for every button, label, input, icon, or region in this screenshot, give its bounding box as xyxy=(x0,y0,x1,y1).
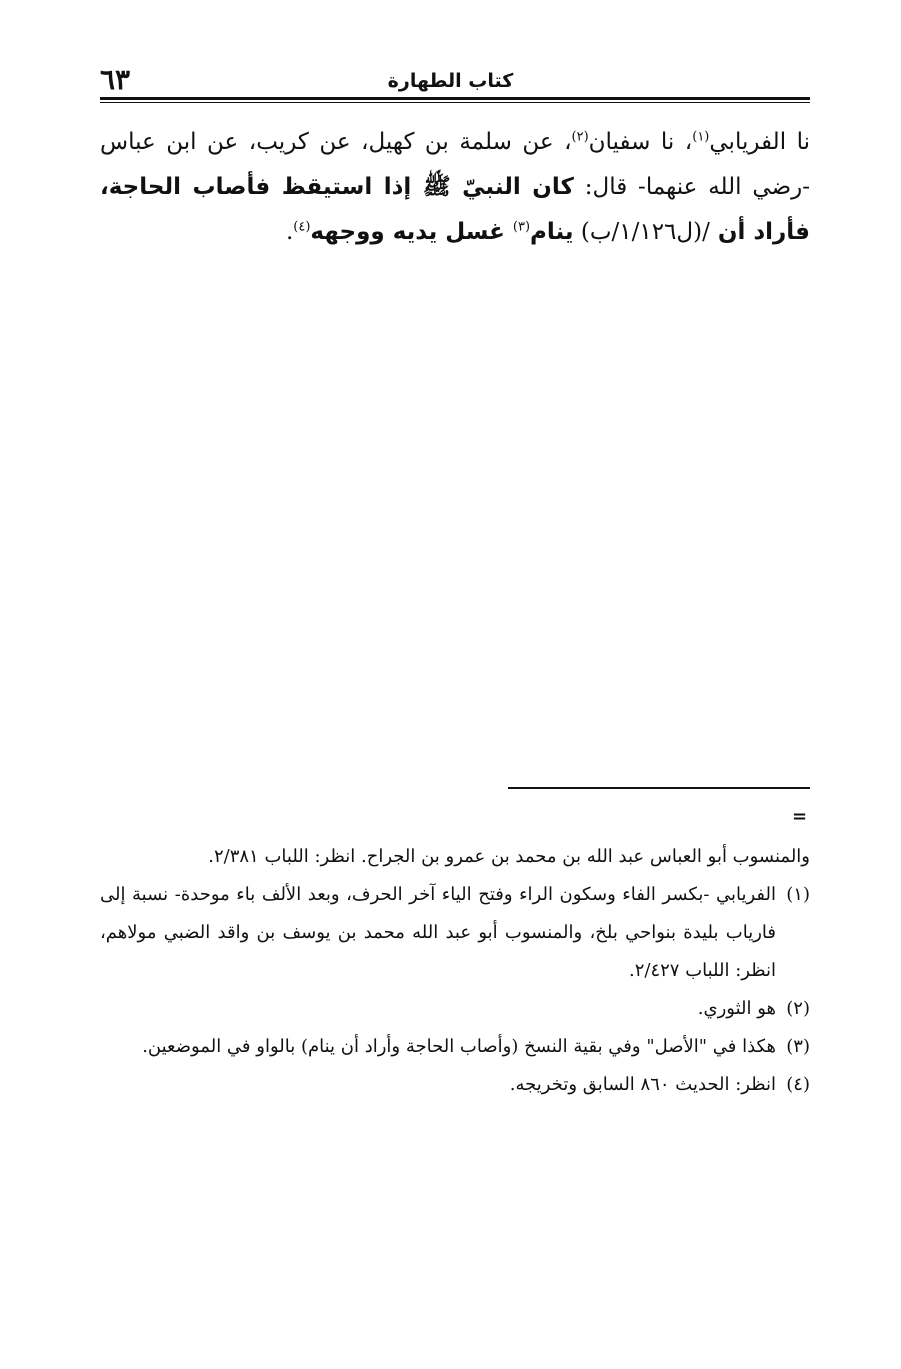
footnote-number: (٢) xyxy=(786,998,810,1019)
hadith-matn: كان النبيّ ﷺ إذا استيقظ فأصاب الحاجة، فأراد أن xyxy=(100,174,810,245)
footnote-text: انظر: الحديث ٨٦٠ السابق وتخريجه. xyxy=(509,1074,776,1095)
footnote-text: هو الثوري. xyxy=(697,998,776,1019)
narration-text: ، عن سلمة بن كهيل، عن كريب، عن ابن عباس -رضي الله عنهما- قال: xyxy=(100,129,810,200)
footnote-rule xyxy=(508,787,810,789)
footnote-item xyxy=(100,876,810,990)
hadith-matn: غسل يديه ووجهه xyxy=(310,219,513,245)
hadith-text xyxy=(100,120,810,255)
footnote-ref-1[interactable]: (١) xyxy=(692,129,710,145)
continuation-mark: = xyxy=(792,806,808,827)
running-title: كتاب الطهارة xyxy=(387,70,514,92)
manuscript-folio-mark: /(ل١/١٢٦/ب) xyxy=(573,219,710,245)
footnote-continuation: والمنسوب أبو العباس عبد الله بن محمد بن عمرو بن الجراح. انظر: اللباب ٢/٣٨١. xyxy=(208,846,810,867)
hadith-matn: ينام xyxy=(530,219,574,245)
page-number: ٦٣ xyxy=(100,63,131,96)
footnote-item xyxy=(100,1066,810,1104)
footnote-number: (٣) xyxy=(786,1036,810,1057)
footnote-item xyxy=(100,1028,810,1066)
footnote-number: (١) xyxy=(786,884,810,905)
footnote-text: هكذا في "الأصل" وفي بقية النسخ (وأصاب الحاجة وأراد أن ينام) بالواو في الموضعين. xyxy=(142,1036,776,1057)
footnotes xyxy=(100,838,810,1104)
footnote-number: (٤) xyxy=(786,1074,810,1095)
sentence-end: . xyxy=(285,219,294,245)
footnote-ref-4[interactable]: (٤) xyxy=(293,219,311,235)
footnote-text: الفريابي -بكسر الفاء وسكون الراء وفتح الياء آخر الحرف، وبعد الألف باء موحدة- نسبة إلى فارياب بليدة بنواحي بلخ، والمنسوب أبو عبد الله محمد بن يوسف بن واقد الضبي مولاهم، انظر: اللباب ٢/٤٢٧. xyxy=(100,884,776,981)
header-rule xyxy=(100,97,810,103)
footnote-ref-2[interactable]: (٢) xyxy=(571,129,589,145)
footnote-item xyxy=(100,990,810,1028)
footnote-ref-3[interactable]: (٣) xyxy=(512,219,531,235)
narration-text: ، نا سفيان xyxy=(588,129,693,155)
narration-text: نا الفريابي xyxy=(709,129,810,155)
